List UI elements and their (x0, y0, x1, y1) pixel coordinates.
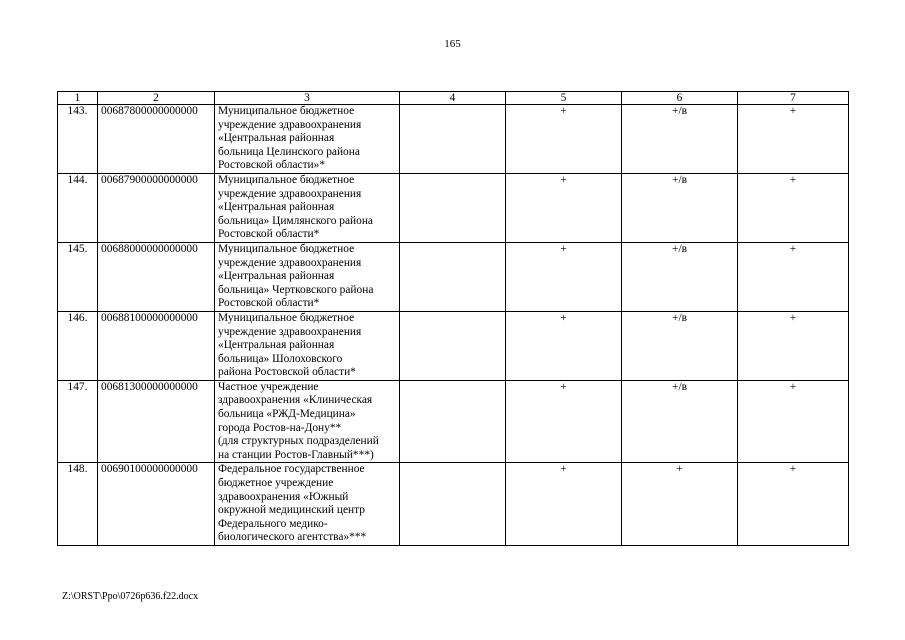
row-name-line: района Ростовской области* (218, 366, 356, 379)
table-row (58, 242, 849, 311)
row-col5-cell: + (506, 463, 622, 546)
row-col6-cell: +/в (622, 242, 738, 311)
row-name-line: учреждение здравоохранения (218, 256, 362, 269)
row-col4-cell (400, 311, 506, 380)
row-name-line: Частное учреждение (218, 380, 319, 393)
row-code-cell: 00688100000000000 (98, 311, 215, 380)
row-col7-cell: + (738, 242, 849, 311)
row-name-line: здравоохранения «Клиническая (218, 394, 373, 407)
row-name-line: (для структурных подразделений (218, 435, 379, 448)
row-col7-cell: + (738, 311, 849, 380)
footer-file-path: Z:\ORST\Ppo\0726p636.f22.docx (62, 591, 199, 602)
page-number: 165 (444, 38, 461, 50)
row-name-line: Федеральное государственное (218, 463, 365, 476)
table-row (58, 380, 849, 463)
row-name-line: города Ростов-на-Дону** (218, 421, 342, 434)
header-cell-1: 1 (58, 92, 98, 105)
row-code-cell: 00690100000000000 (98, 463, 215, 546)
header-cell-2: 2 (98, 92, 215, 105)
header-cell-4: 4 (400, 92, 506, 105)
row-name-line: Муниципальное бюджетное (218, 173, 355, 186)
row-col6-cell: +/в (622, 173, 738, 242)
row-col7-cell: + (738, 463, 849, 546)
row-number-cell: 144. (58, 173, 98, 242)
row-col6-cell: +/в (622, 311, 738, 380)
row-name-line: бюджетное учреждение (218, 477, 334, 490)
row-name-line: больница Целинского района (218, 145, 360, 158)
row-name-line: здравоохранения «Южный (218, 490, 349, 503)
table-header-row (58, 92, 849, 105)
row-name-line: на станции Ростов-Главный***) (218, 448, 374, 461)
row-col6-cell: +/в (622, 380, 738, 463)
header-cell-3: 3 (215, 92, 400, 105)
row-col4-cell (400, 105, 506, 174)
row-col6-cell: +/в (622, 105, 738, 174)
row-name-line: учреждение здравоохранения (218, 187, 362, 200)
row-col5-cell: + (506, 311, 622, 380)
row-name-cell (215, 380, 400, 463)
row-col7-cell: + (738, 173, 849, 242)
row-number-cell: 145. (58, 242, 98, 311)
row-col4-cell (400, 173, 506, 242)
row-name-line: больница» Чертковского района (218, 283, 374, 296)
row-code-cell: 00681300000000000 (98, 380, 215, 463)
row-name-line: Муниципальное бюджетное (218, 242, 355, 255)
row-name-line: «Центральная районная (218, 132, 335, 145)
row-name-line: Ростовской области* (218, 297, 320, 310)
row-col4-cell (400, 242, 506, 311)
row-name-line: «Центральная районная (218, 201, 335, 214)
row-name-line: Муниципальное бюджетное (218, 311, 355, 324)
row-name-line: Ростовской области»* (218, 159, 326, 172)
document-table (57, 91, 849, 546)
row-name-line: «Центральная районная (218, 270, 335, 283)
row-name-line: больница «РЖД-Медицина» (218, 408, 356, 421)
header-cell-7: 7 (738, 92, 849, 105)
row-name-line: больница» Шолоховского (218, 352, 343, 365)
row-name-line: Ростовской области* (218, 228, 320, 241)
row-name-line: окружной медицинский центр (218, 504, 365, 517)
row-name-line: учреждение здравоохранения (218, 325, 362, 338)
row-code-cell: 00687800000000000 (98, 105, 215, 174)
row-number-cell: 143. (58, 105, 98, 174)
row-name-cell (215, 242, 400, 311)
row-col5-cell: + (506, 173, 622, 242)
row-col4-cell (400, 463, 506, 546)
row-name-cell (215, 173, 400, 242)
row-code-cell: 00688000000000000 (98, 242, 215, 311)
table-row (58, 311, 849, 380)
row-name-cell (215, 311, 400, 380)
row-name-cell (215, 463, 400, 546)
row-code-cell: 00687900000000000 (98, 173, 215, 242)
row-name-line: Федерального медико- (218, 517, 328, 530)
header-cell-5: 5 (506, 92, 622, 105)
row-number-cell: 148. (58, 463, 98, 546)
header-cell-6: 6 (622, 92, 738, 105)
table-row (58, 173, 849, 242)
row-name-line: «Центральная районная (218, 339, 335, 352)
row-name-line: биологического агентства»*** (218, 531, 367, 544)
row-col6-cell: + (622, 463, 738, 546)
table-row (58, 105, 849, 174)
row-col5-cell: + (506, 105, 622, 174)
row-number-cell: 147. (58, 380, 98, 463)
row-col5-cell: + (506, 380, 622, 463)
table-row (58, 463, 849, 546)
row-col7-cell: + (738, 105, 849, 174)
row-col4-cell (400, 380, 506, 463)
row-number-cell: 146. (58, 311, 98, 380)
row-col7-cell: + (738, 380, 849, 463)
row-col5-cell: + (506, 242, 622, 311)
row-name-line: больница» Цимлянского района (218, 214, 373, 227)
row-name-line: Муниципальное бюджетное (218, 105, 355, 117)
row-name-line: учреждение здравоохранения (218, 118, 362, 131)
row-name-cell (215, 105, 400, 174)
